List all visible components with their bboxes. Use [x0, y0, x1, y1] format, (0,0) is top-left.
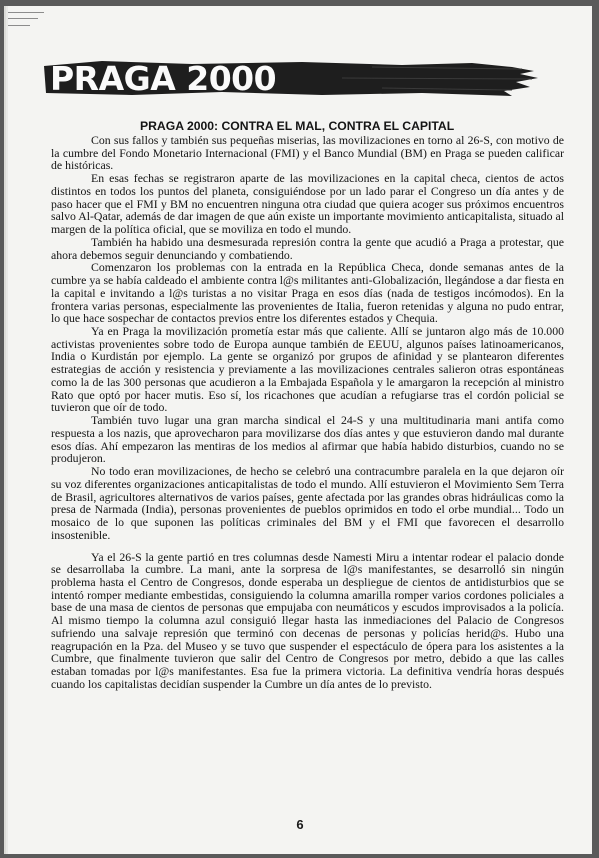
article-title: PRAGA 2000: CONTRA EL MAL, CONTRA EL CAPITAL — [140, 119, 455, 133]
paragraph: Comenzaron los problemas con la entrada en la República Checa, donde semanas antes de la cumbre ya se había caldeado el ambiente contra l@s militantes anti-Globalización, llegándose a dar fiesta en la capital e invitando a l@s turistas a no visitar Praga en esos días (nada de testigos incómodos). En la frontera varias personas, especialmente las provenientes de Italia, fueron retenidas y alguna no pudo entrar, lo que hace sospechar de contactos previos entre los diferentes estados y Chequia. — [51, 260, 564, 326]
page-edge-line — [8, 12, 44, 13]
paragraph: Ya en Praga la movilización prometía estar más que caliente. Allí se juntaron algo más de 10.000 activistas provenientes sobre todo de Europa aunque también de EEUU, algunos países latinoamericanos, India o Kurdistán por ejemplo. La gente se organizó por grupos de afinidad y se plantearon diferentes estrategias de acción y resistencia y previamente a las movilizaciones centrales salieron otras espontáneas como la de las 300 personas que acudieron a la Embajada Española y le amargaron la recepción al ministro Rato que optó por hacer mutis. Eso sí, los ricachones que acudían a refugiarse tras el cordón policial se tuvieron que oír de todo. — [51, 324, 564, 415]
title-banner — [42, 58, 540, 98]
paragraph: Ya el 26-S la gente partió en tres columnas desde Namesti Miru a intentar rodear el palacio donde se desarrollaba la cumbre. La mani, ante la sorpresa de l@s manifestantes, se desarrolló sin ningún problema hasta el Centro de Congresos, donde esperaba un despliegue de cientos de antidisturbios que se intentó romper mediante embestidas, consiguiendo la columna amarilla romper varios cordones policiales a base de una masa de cientos de personas que empujaba con neumáticos y escudos improvisados a la policía. Al mismo tiempo la columna azul consiguió llegar hasta las inmediaciones del Palacio de Congresos sufriendo una salvaje represión que terminó con decenas de personas y policías herid@s. Hubo una reagrupación en la Pza. del Museo y se tuvo que suspender el espectáculo de ópera para los asistentes a la Cumbre, que finalmente tuvieron que salir del Centro de Congresos por metro, debido a que las calles estaban tomadas por l@s manifestantes. Esa fue la primera victoria. La definitiva vendría horas después cuando los capitalistas decidían suspender la Cumbre un día antes de lo previsto. — [51, 549, 564, 691]
page-number: 6 — [296, 817, 304, 832]
paragraph: También tuvo lugar una gran marcha sindical el 24-S y una multitudinaria mani antifa como respuesta a los nazis, que aprovecharon para movilizarse dos días antes y que estuvieron dando mal durante esos días. Ahí empezaron las mentiras de los medios al afirmar que había habido disturbios, cuando no se produjeron. — [51, 413, 564, 466]
page-edge-line — [8, 18, 38, 19]
paragraph: No todo eran movilizaciones, de hecho se celebró una contracumbre paralela en la que dejaron oír su voz diferentes organizaciones anticapitalistas de todo el mundo. Allí estuvieron el Movimiento Sem Terra de Brasil, agricultores alternativos de varios países, gente afectada por las grandes obras hidráulicas como la presa de Narmada (India), personas provenientes de pueblos oprimidos en todo el orbe mundial... Todo un mosaico de lo que suponen las políticas criminales del BM y el FMI que favorecen el desarrollo insostenible. — [51, 464, 564, 542]
paragraph: También ha habido una desmesurada represión contra la gente que acudió a Praga a protestar, que ahora debemos seguir denunciando y combatiendo. — [51, 234, 564, 262]
page-edge-line — [8, 25, 30, 26]
article-body — [51, 134, 564, 691]
paragraph: Con sus fallos y también sus pequeñas miserias, las movilizaciones en torno al 26-S, con motivo de la cumbre del Fondo Monetario Internacional (FMI) y el Banco Mundial (BM) en Praga se pueden calificar de históricas. — [51, 133, 564, 173]
paragraph: En esas fechas se registraron aparte de las movilizaciones en la capital checa, cientos de actos distintos en todos los puntos del planeta, consiguiéndose por un lado parar el Congreso un día antes y de paso hacer que el FMI y BM no encuentren ninguna otra ciudad que quiera acoger sus próximos encuentros salvo Al-Qatar, además de dar imagen de que aún existe un importante movimiento anticapitalista, situado al margen de la política oficial, que se moviliza en todo el mundo. — [51, 171, 564, 237]
banner-title: PRAGA 2000 — [50, 59, 277, 98]
